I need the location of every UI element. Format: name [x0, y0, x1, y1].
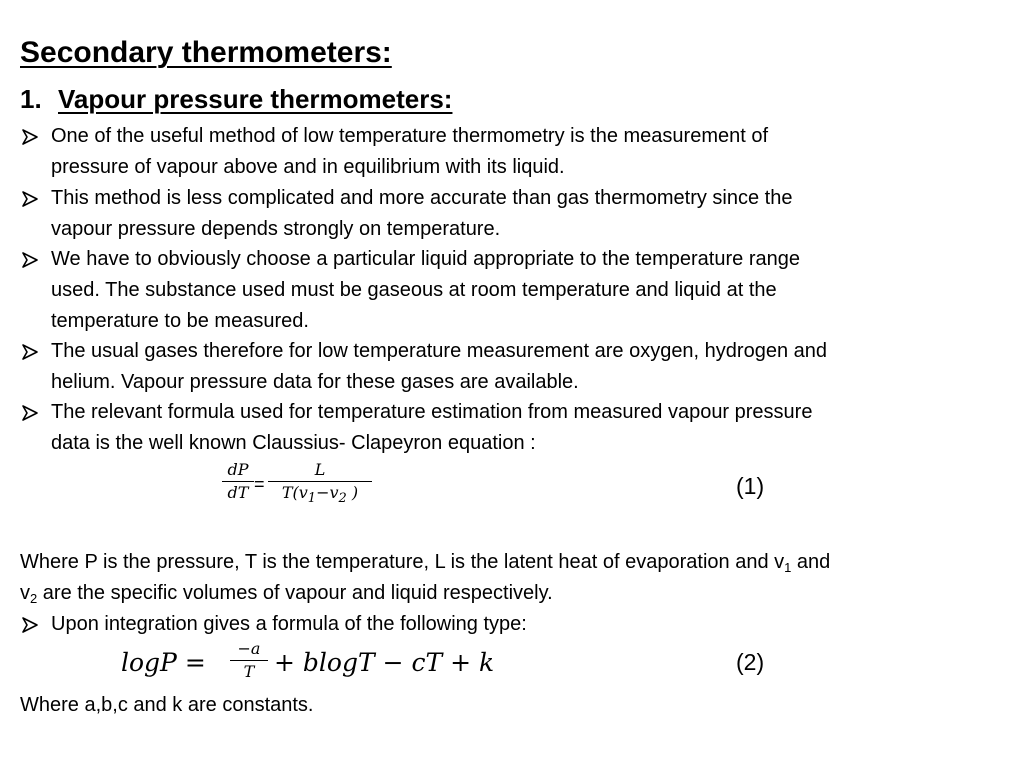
constants-note: Where a,b,c and k are constants.	[20, 694, 314, 716]
equation-1-equals: =	[254, 474, 265, 494]
equation-2-fraction	[230, 640, 268, 681]
bullet-1-line-1: One of the useful method of low temperature thermometry is the measurement of	[51, 125, 769, 147]
equation-2-numerator: −a	[237, 639, 261, 658]
bullet-5-line-2: data is the well known Claussius- Clapeyron equation :	[51, 432, 536, 454]
bullet-3-line-3: temperature to be measured.	[51, 310, 309, 332]
equation-1-lhs-numerator: dP	[227, 460, 249, 479]
section-number: 1.	[20, 84, 42, 114]
bullet-integration-text: Upon integration gives a formula of the following type:	[51, 613, 527, 635]
equation-2-denominator: T	[243, 662, 255, 681]
equation-2-lhs: logP =	[121, 648, 206, 677]
bullet-2-line-1: This method is less complicated and more accurate than gas thermometry since the	[51, 187, 793, 209]
equation-1-rhs-fraction	[268, 460, 372, 506]
fraction-bar	[268, 481, 372, 482]
bullet-3-line-1: We have to obviously choose a particular liquid appropriate to the temperature range	[51, 248, 800, 270]
page-title: Secondary thermometers:	[20, 36, 392, 69]
bullet-4-line-2: helium. Vapour pressure data for these gases are available.	[51, 371, 579, 393]
arrow-bullet-icon	[20, 615, 40, 635]
arrow-bullet-icon	[20, 342, 40, 362]
arrow-bullet-icon	[20, 127, 40, 147]
bullet-2-line-2: vapour pressure depends strongly on temperature.	[51, 218, 501, 240]
equation-2-rhs: + blogT − cT + k	[274, 648, 495, 677]
equation-1-number: (1)	[736, 473, 765, 499]
where-paragraph-line-1: Where P is the pressure, T is the temperature, L is the latent heat of evaporation and $v_1$ and	[20, 551, 831, 575]
bullet-5-line-1: The relevant formula used for temperature estimation from measured vapour pressure	[51, 401, 813, 423]
fraction-bar	[222, 481, 254, 482]
bullet-3-line-2: used. The substance used must be gaseous at room temperature and liquid at the	[51, 279, 777, 301]
equation-1-lhs-fraction	[222, 461, 254, 502]
arrow-bullet-icon	[20, 250, 40, 270]
equation-2-number: (2)	[736, 649, 765, 675]
fraction-bar	[230, 660, 268, 661]
arrow-bullet-icon	[20, 403, 40, 423]
bullet-4-line-1: The usual gases therefore for low temperature measurement are oxygen, hydrogen and	[51, 340, 827, 362]
arrow-bullet-icon	[20, 189, 40, 209]
where-paragraph-line-2: $v_2$ are the specific volumes of vapour and liquid respectively.	[20, 582, 553, 606]
section-title: Vapour pressure thermometers:	[58, 84, 453, 114]
bullet-1-line-2: pressure of vapour above and in equilibrium with its liquid.	[51, 156, 565, 178]
equation-1-rhs-numerator: L	[314, 460, 326, 479]
equation-1-rhs-denominator: $T(v_1-v_2$ )	[281, 483, 359, 506]
equation-1-lhs-denominator: dT	[227, 483, 249, 502]
